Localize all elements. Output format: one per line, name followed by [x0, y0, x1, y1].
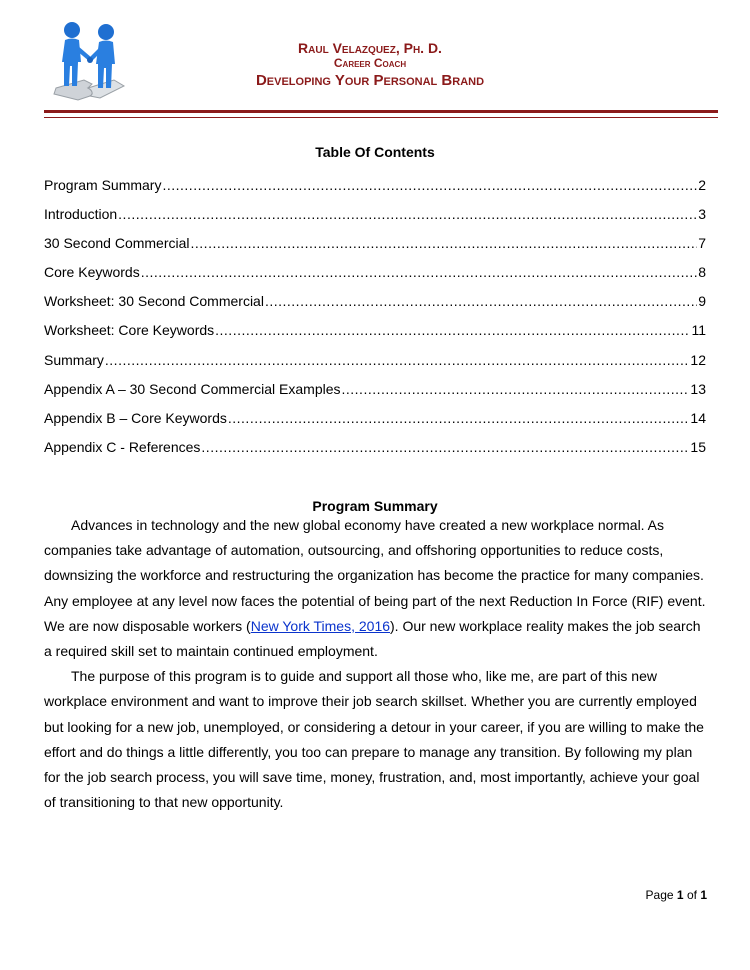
- toc-entry[interactable]: [44, 200, 706, 229]
- toc-entry-page: 3: [698, 206, 706, 223]
- toc-leader-dots: [342, 375, 690, 404]
- toc-entry[interactable]: [44, 229, 706, 258]
- toc-entry-label: Appendix A – 30 Second Commercial Examples: [44, 380, 341, 397]
- toc-entry-page: 11: [691, 322, 706, 339]
- toc-entry[interactable]: [44, 433, 706, 462]
- toc-leader-dots: [265, 287, 697, 316]
- toc-leader-dots: [162, 171, 697, 200]
- toc-leader-dots: [228, 404, 690, 433]
- summary-p1-text-after: ). Our new workplace reality makes the job search a required skill set to maintain continued employment.: [44, 617, 701, 660]
- table-of-contents: [44, 171, 706, 462]
- toc-entry-page: 7: [698, 235, 706, 252]
- footer-page-label: Page: [645, 888, 674, 902]
- toc-entry-label: 30 Second Commercial: [44, 235, 190, 252]
- toc-entry[interactable]: [44, 375, 706, 404]
- toc-leader-dots: [201, 433, 689, 462]
- footer-page-total: 1: [700, 888, 707, 902]
- author-role: Career Coach: [333, 56, 407, 70]
- document-header: [140, 40, 600, 90]
- document-subtitle: Developing Your Personal Brand: [255, 72, 485, 89]
- summary-paragraph-2: The purpose of this program is to guide and support all those who, like me, are part of this new workplace environment and want to improve their job search skillset. Whether you are currently employed but looking for a new job, unemployed, or considering a detour in your career, if you are willing to make the effort and do things a little differently, you too can prepare to manage any transition. By following my plan for the job search process, you will save time, money, frustration, and, most importantly, achieve your goal of transitioning to that new opportunity.: [44, 668, 704, 811]
- toc-leader-dots: [118, 200, 697, 229]
- toc-entry-label: Program Summary: [44, 177, 162, 193]
- footer-page-current: 1: [676, 888, 684, 902]
- toc-entry[interactable]: [44, 171, 706, 200]
- toc-leader-dots: [191, 229, 698, 258]
- toc-leader-dots: [215, 316, 690, 345]
- header-rule-thick: [44, 110, 718, 113]
- toc-entry-label: Worksheet: 30 Second Commercial: [44, 293, 264, 310]
- toc-entry-page: 2: [698, 177, 706, 193]
- toc-entry[interactable]: [44, 287, 706, 316]
- toc-entry[interactable]: [44, 346, 706, 375]
- summary-p1-text-before: Advances in technology and the new global economy have created a new workplace normal. As companies take advantage of automation, outsourcing, and offshoring opportunities to reduce costs, downsizing the workforce and restructuring the organization has become the practice for many companies. Any employee at any level now faces the potential of being part of the next Reduction In Force (RIF) event. We are now disposable workers (: [44, 517, 706, 634]
- program-summary-body: [44, 513, 708, 815]
- toc-entry-page: 14: [690, 409, 706, 426]
- summary-paragraph-1: [44, 513, 708, 664]
- toc-entry-page: 9: [698, 293, 706, 310]
- toc-entry-page: 12: [690, 351, 706, 368]
- toc-entry-label: Appendix C - References: [44, 438, 201, 455]
- toc-entry-label: Appendix B – Core Keywords: [44, 409, 227, 426]
- new-york-times-link[interactable]: New York Times, 2016: [250, 617, 391, 634]
- toc-entry-label: Summary: [44, 351, 104, 368]
- footer-page-of: of: [686, 888, 697, 902]
- page-footer: [646, 888, 707, 902]
- program-summary-title: Program Summary: [312, 498, 438, 514]
- author-name: Raul Velazquez, Ph. D.: [298, 40, 442, 56]
- toc-entry-page: 8: [698, 264, 706, 281]
- toc-leader-dots: [105, 346, 690, 375]
- handshake-figures-icon: [48, 18, 128, 102]
- toc-entry-label: Worksheet: Core Keywords: [44, 322, 215, 339]
- toc-entry-label: Core Keywords: [44, 264, 140, 281]
- header-rule-thin: [44, 117, 718, 118]
- toc-leader-dots: [141, 258, 698, 287]
- toc-entry-page: 15: [690, 438, 706, 455]
- toc-title: Table Of Contents: [315, 144, 435, 160]
- toc-entry[interactable]: [44, 316, 706, 345]
- toc-entry-label: Introduction: [44, 206, 118, 223]
- toc-entry[interactable]: [44, 404, 706, 433]
- toc-entry-page: 13: [690, 380, 706, 397]
- toc-entry[interactable]: [44, 258, 706, 287]
